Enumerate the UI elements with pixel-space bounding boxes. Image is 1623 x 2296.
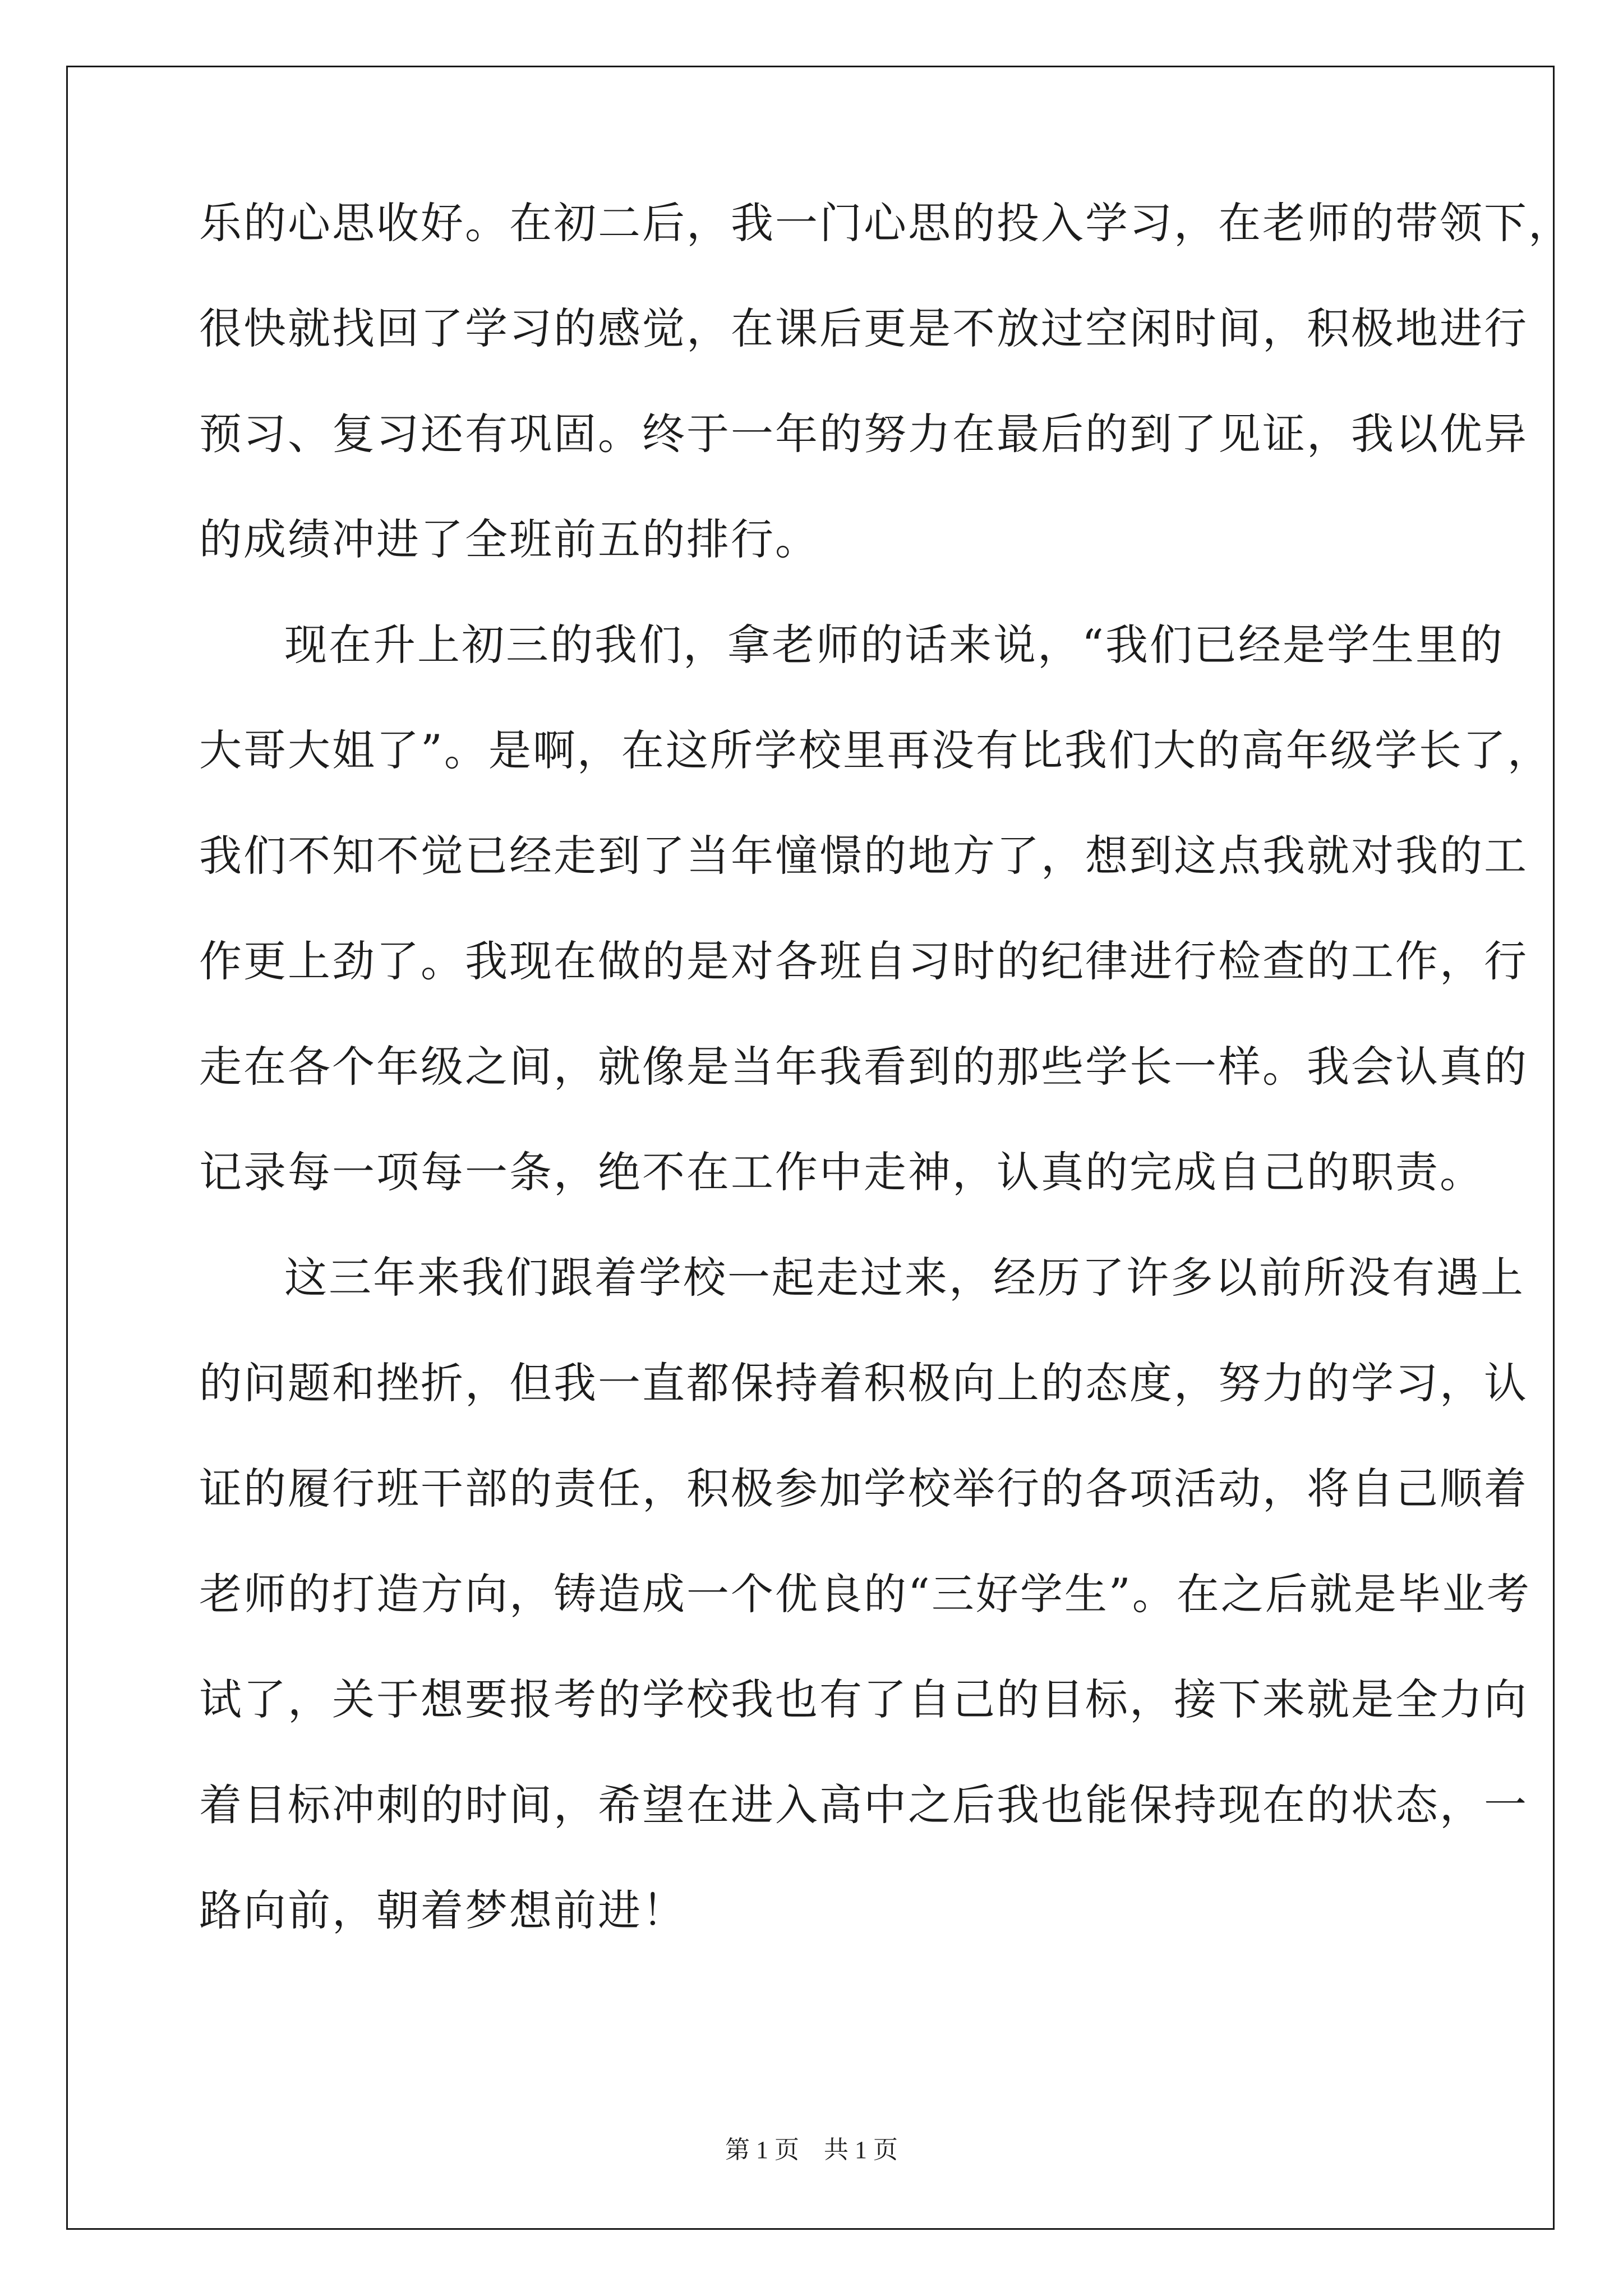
text-line: 我们不知不觉已经走到了当年憧憬的地方了，想到这点我就对我的工 (199, 831, 1528, 881)
text-line: 的问题和挫折，但我一直都保持着积极向上的态度，努力的学习，认 (199, 1358, 1528, 1408)
document-body (199, 198, 1573, 1995)
paragraph-start-line: 这三年来我们跟着学校一起走过来，经历了许多以前所没有遇上 (284, 1253, 1525, 1303)
page-number-footer: 第 1 页 共 1 页 (725, 2136, 898, 2164)
paragraph-start-line: 现在升上初三的我们，拿老师的话来说，“我们已经是学生里的 (284, 620, 1504, 670)
text-line: 很快就找回了学习的感觉，在课后更是不放过空闲时间，积极地进行 (199, 303, 1528, 353)
text-line: 作更上劲了。我现在做的是对各班自习时的纪律进行检查的工作，行 (199, 936, 1528, 986)
text-line: 走在各个年级之间，就像是当年我看到的那些学长一样。我会认真的 (199, 1042, 1528, 1092)
text-line: 记录每一项每一条，绝不在工作中走神，认真的完成自己的职责。 (199, 1147, 1484, 1197)
text-line: 预习、复习还有巩固。终于一年的努力在最后的到了见证，我以优异 (199, 409, 1528, 459)
text-line: 试了，关于想要报考的学校我也有了自己的目标，接下来就是全力向 (199, 1674, 1528, 1724)
text-line: 路向前，朝着梦想前进！ (199, 1885, 686, 1935)
text-line: 着目标冲刺的时间，希望在进入高中之后我也能保持现在的状态，一 (199, 1780, 1528, 1830)
text-line: 大哥大姐了”。是啊，在这所学校里再没有比我们大的高年级学长了， (199, 725, 1552, 775)
text-line: 证的履行班干部的责任，积极参加学校举行的各项活动，将自己顺着 (199, 1464, 1528, 1513)
text-line: 乐的心思收好。在初二后，我一门心思的投入学习，在老师的带领下， (199, 198, 1573, 248)
text-line: 老师的打造方向，铸造成一个优良的“三好学生”。在之后就是毕业考 (199, 1569, 1531, 1619)
text-line: 的成绩冲进了全班前五的排行。 (199, 514, 819, 564)
